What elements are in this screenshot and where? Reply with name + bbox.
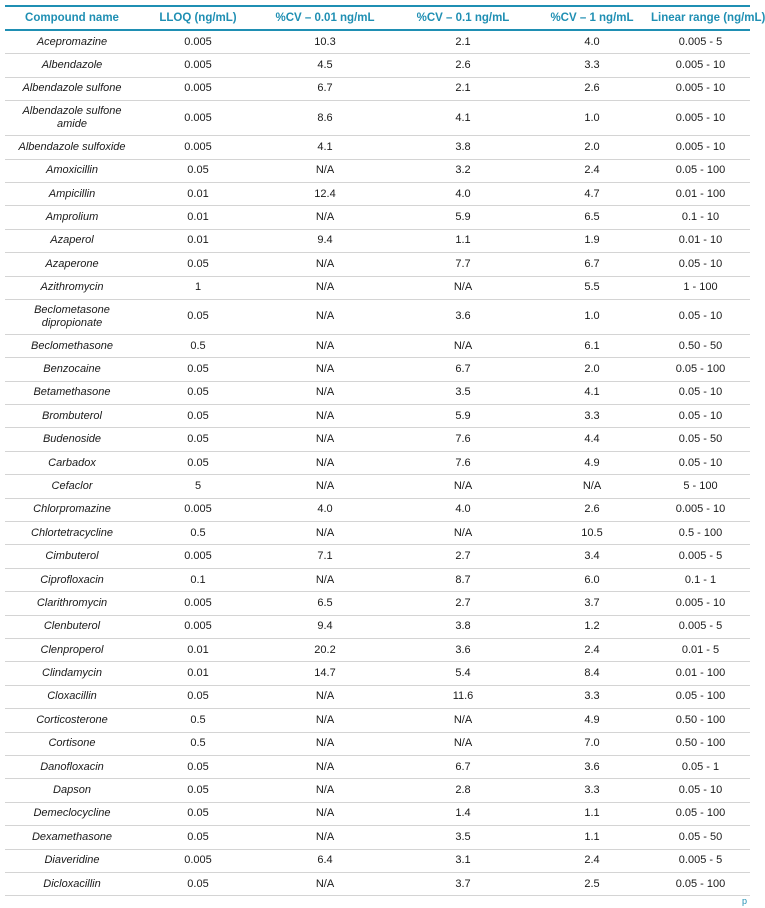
cell-cv-1: N/A [533, 475, 651, 498]
compound-table [5, 5, 765, 896]
cell-compound-name: Cloxacillin [5, 685, 139, 708]
cell-cv-01: 3.8 [393, 136, 533, 159]
cell-cv-01: 6.7 [393, 358, 533, 381]
cell-linear-range: 0.005 - 10 [651, 592, 750, 615]
cell-cv-01: 3.8 [393, 615, 533, 638]
cell-cv-01: 2.6 [393, 54, 533, 77]
cell-lloq: 0.05 [139, 802, 257, 825]
cell-cv-1: 7.0 [533, 732, 651, 755]
cell-cv-1: 1.1 [533, 826, 651, 849]
cell-compound-name: Dicloxacillin [5, 872, 139, 895]
cell-cv-1: 2.5 [533, 872, 651, 895]
cell-linear-range: 0.50 - 100 [651, 732, 750, 755]
cell-compound-name: Azithromycin [5, 276, 139, 299]
cell-cv-01: 3.5 [393, 826, 533, 849]
table-row [5, 159, 750, 182]
cell-cv-01: 5.9 [393, 206, 533, 229]
cell-cv-1: 2.0 [533, 358, 651, 381]
cell-cv-1: 4.9 [533, 451, 651, 474]
cell-compound-name: Albendazole sulfone [5, 77, 139, 100]
cell-cv-01: N/A [393, 276, 533, 299]
cell-linear-range: 0.05 - 10 [651, 299, 750, 334]
cell-compound-name: Chlorpromazine [5, 498, 139, 521]
cell-compound-name: Budenoside [5, 428, 139, 451]
cell-lloq: 0.05 [139, 755, 257, 778]
cell-compound-name: Albendazole sulfone amide [5, 101, 139, 136]
cell-lloq: 0.05 [139, 405, 257, 428]
cell-compound-name: Corticosterone [5, 709, 139, 732]
cell-cv-1: 6.1 [533, 334, 651, 357]
cell-lloq: 0.01 [139, 662, 257, 685]
cell-lloq: 0.005 [139, 849, 257, 872]
cell-cv-1: 6.0 [533, 568, 651, 591]
cell-linear-range: 0.01 - 5 [651, 638, 750, 661]
cell-cv-1: 1.1 [533, 802, 651, 825]
cell-linear-range: 0.005 - 10 [651, 54, 750, 77]
table-row [5, 358, 750, 381]
cell-cv-01: N/A [393, 334, 533, 357]
cell-cv-01: 4.0 [393, 498, 533, 521]
cell-compound-name: Clarithromycin [5, 592, 139, 615]
cell-cv-01: 3.7 [393, 872, 533, 895]
cell-cv-001: 4.0 [257, 498, 393, 521]
cell-cv-001: 4.5 [257, 54, 393, 77]
cell-linear-range: 0.005 - 5 [651, 615, 750, 638]
cell-cv-1: 2.0 [533, 136, 651, 159]
cell-cv-001: N/A [257, 522, 393, 545]
cell-cv-001: 6.5 [257, 592, 393, 615]
cell-cv-01: 3.6 [393, 638, 533, 661]
cell-cv-1: 1.9 [533, 229, 651, 252]
cell-cv-01: 5.9 [393, 405, 533, 428]
cell-cv-01: N/A [393, 709, 533, 732]
cell-cv-1: 5.5 [533, 276, 651, 299]
cell-compound-name: Amoxicillin [5, 159, 139, 182]
cell-compound-name: Cimbuterol [5, 545, 139, 568]
cell-compound-name: Chlortetracycline [5, 522, 139, 545]
cell-cv-001: N/A [257, 405, 393, 428]
cell-cv-01: 2.7 [393, 592, 533, 615]
cell-cv-001: 9.4 [257, 615, 393, 638]
cell-linear-range: 0.01 - 10 [651, 229, 750, 252]
cell-cv-01: 4.1 [393, 101, 533, 136]
cell-compound-name: Diaveridine [5, 849, 139, 872]
table-row [5, 451, 750, 474]
cell-linear-range: 0.50 - 100 [651, 709, 750, 732]
cell-compound-name: Betamethasone [5, 381, 139, 404]
cell-cv-001: N/A [257, 381, 393, 404]
cell-lloq: 0.05 [139, 826, 257, 849]
cell-linear-range: 0.05 - 10 [651, 451, 750, 474]
cell-cv-001: N/A [257, 253, 393, 276]
cell-cv-01: 3.5 [393, 381, 533, 404]
cell-cv-001: N/A [257, 428, 393, 451]
cell-compound-name: Albendazole [5, 54, 139, 77]
cell-cv-1: 3.7 [533, 592, 651, 615]
cell-cv-1: 2.6 [533, 498, 651, 521]
cell-cv-1: 6.5 [533, 206, 651, 229]
cell-cv-001: 6.7 [257, 77, 393, 100]
cell-lloq: 0.05 [139, 253, 257, 276]
cell-compound-name: Carbadox [5, 451, 139, 474]
cell-cv-01: 7.7 [393, 253, 533, 276]
cell-cv-001: N/A [257, 872, 393, 895]
table-row [5, 206, 750, 229]
table-row [5, 732, 750, 755]
table-row [5, 638, 750, 661]
cell-cv-001: 6.4 [257, 849, 393, 872]
cell-linear-range: 0.005 - 10 [651, 101, 750, 136]
table-row [5, 475, 750, 498]
header-linear-range: Linear range (ng/mL) [651, 12, 765, 24]
cell-cv-01: 2.1 [393, 30, 533, 54]
table-row [5, 77, 750, 100]
cell-linear-range: 0.005 - 5 [651, 30, 750, 54]
cell-cv-001: N/A [257, 685, 393, 708]
cell-linear-range: 0.005 - 10 [651, 136, 750, 159]
table-row [5, 522, 750, 545]
cell-lloq: 0.05 [139, 451, 257, 474]
table-row [5, 662, 750, 685]
cell-lloq: 0.005 [139, 30, 257, 54]
cell-compound-name: Cefaclor [5, 475, 139, 498]
cell-cv-001: N/A [257, 779, 393, 802]
cell-linear-range: 0.05 - 1 [651, 755, 750, 778]
cell-cv-001: N/A [257, 755, 393, 778]
cell-cv-01: 2.1 [393, 77, 533, 100]
cell-cv-01: 4.0 [393, 182, 533, 205]
cell-cv-001: 8.6 [257, 101, 393, 136]
cell-compound-name: Clenbuterol [5, 615, 139, 638]
cell-cv-01: 3.2 [393, 159, 533, 182]
cell-cv-001: N/A [257, 802, 393, 825]
cell-cv-1: 8.4 [533, 662, 651, 685]
cell-lloq: 0.05 [139, 779, 257, 802]
cell-compound-name: Clenproperol [5, 638, 139, 661]
cell-cv-01: 3.1 [393, 849, 533, 872]
cell-compound-name: Dapson [5, 779, 139, 802]
cell-compound-name: Benzocaine [5, 358, 139, 381]
cell-lloq: 0.5 [139, 522, 257, 545]
cell-compound-name: Acepromazine [5, 30, 139, 54]
table-row [5, 872, 750, 895]
table-row [5, 428, 750, 451]
table-body [5, 30, 750, 896]
cell-cv-01: 7.6 [393, 451, 533, 474]
cell-cv-001: N/A [257, 709, 393, 732]
cell-cv-01: N/A [393, 732, 533, 755]
cell-linear-range: 0.5 - 100 [651, 522, 750, 545]
cell-cv-001: N/A [257, 475, 393, 498]
table-row [5, 802, 750, 825]
cell-lloq: 5 [139, 475, 257, 498]
cell-cv-01: N/A [393, 522, 533, 545]
cell-lloq: 0.05 [139, 685, 257, 708]
cell-lloq: 0.005 [139, 54, 257, 77]
cell-cv-001: N/A [257, 826, 393, 849]
cell-cv-001: N/A [257, 568, 393, 591]
cell-cv-1: 4.9 [533, 709, 651, 732]
cell-lloq: 0.005 [139, 498, 257, 521]
cell-cv-01: 1.4 [393, 802, 533, 825]
cell-compound-name: Cortisone [5, 732, 139, 755]
cell-compound-name: Albendazole sulfoxide [5, 136, 139, 159]
cell-cv-001: N/A [257, 334, 393, 357]
cell-cv-1: 1.0 [533, 101, 651, 136]
cell-cv-001: 7.1 [257, 545, 393, 568]
cell-compound-name: Beclomethasone [5, 334, 139, 357]
cell-cv-001: N/A [257, 358, 393, 381]
cell-lloq: 0.005 [139, 615, 257, 638]
table-row [5, 755, 750, 778]
cell-cv-01: 2.7 [393, 545, 533, 568]
cell-linear-range: 0.05 - 50 [651, 428, 750, 451]
cell-lloq: 0.05 [139, 381, 257, 404]
table-row [5, 30, 750, 54]
cell-lloq: 0.05 [139, 872, 257, 895]
cell-cv-1: 4.0 [533, 30, 651, 54]
table-row [5, 779, 750, 802]
cell-lloq: 0.01 [139, 182, 257, 205]
cell-linear-range: 0.50 - 50 [651, 334, 750, 357]
cell-compound-name: Clindamycin [5, 662, 139, 685]
cell-lloq: 0.005 [139, 101, 257, 136]
cell-lloq: 0.005 [139, 77, 257, 100]
cell-cv-01: 1.1 [393, 229, 533, 252]
table-row [5, 101, 750, 136]
cell-linear-range: 0.05 - 50 [651, 826, 750, 849]
cell-cv-001: 20.2 [257, 638, 393, 661]
header-lloq: LLOQ (ng/mL) [159, 12, 237, 24]
cell-cv-01: 3.6 [393, 299, 533, 334]
cell-linear-range: 0.05 - 100 [651, 159, 750, 182]
cell-cv-01: 5.4 [393, 662, 533, 685]
cell-cv-001: 14.7 [257, 662, 393, 685]
cell-cv-1: 2.4 [533, 638, 651, 661]
cell-compound-name: Beclometasone dipropionate [5, 299, 139, 334]
cell-lloq: 1 [139, 276, 257, 299]
table-row [5, 381, 750, 404]
table-row [5, 229, 750, 252]
table-header-row [5, 6, 750, 30]
cell-linear-range: 0.05 - 100 [651, 358, 750, 381]
cell-lloq: 0.01 [139, 206, 257, 229]
cell-compound-name: Danofloxacin [5, 755, 139, 778]
cell-cv-1: 2.6 [533, 77, 651, 100]
header-cv-001: %CV – 0.01 ng/mL [275, 12, 375, 24]
cell-cv-001: 9.4 [257, 229, 393, 252]
cell-linear-range: 0.005 - 5 [651, 545, 750, 568]
cell-cv-1: 4.1 [533, 381, 651, 404]
cell-cv-01: 7.6 [393, 428, 533, 451]
cell-cv-1: 2.4 [533, 159, 651, 182]
cell-compound-name: Azaperol [5, 229, 139, 252]
cell-lloq: 0.5 [139, 709, 257, 732]
table-row [5, 685, 750, 708]
page-footer-mark: p [741, 896, 747, 906]
cell-cv-1: 3.3 [533, 779, 651, 802]
cell-linear-range: 0.05 - 10 [651, 381, 750, 404]
cell-cv-1: 4.7 [533, 182, 651, 205]
cell-cv-01: 8.7 [393, 568, 533, 591]
cell-cv-1: 1.0 [533, 299, 651, 334]
header-cv-01: %CV – 0.1 ng/mL [416, 12, 510, 24]
table-row [5, 568, 750, 591]
cell-cv-1: 10.5 [533, 522, 651, 545]
cell-linear-range: 1 - 100 [651, 276, 750, 299]
cell-cv-1: 3.3 [533, 54, 651, 77]
cell-compound-name: Ampicillin [5, 182, 139, 205]
cell-linear-range: 0.1 - 1 [651, 568, 750, 591]
cell-lloq: 0.005 [139, 136, 257, 159]
cell-cv-1: 6.7 [533, 253, 651, 276]
cell-cv-001: 10.3 [257, 30, 393, 54]
cell-cv-01: N/A [393, 475, 533, 498]
cell-compound-name: Brombuterol [5, 405, 139, 428]
cell-lloq: 0.05 [139, 299, 257, 334]
table-row [5, 299, 750, 334]
compound-table-container [5, 5, 765, 896]
cell-cv-1: 3.6 [533, 755, 651, 778]
table-row [5, 182, 750, 205]
cell-linear-range: 0.05 - 100 [651, 872, 750, 895]
cell-cv-1: 2.4 [533, 849, 651, 872]
cell-linear-range: 0.05 - 10 [651, 405, 750, 428]
cell-compound-name: Ciprofloxacin [5, 568, 139, 591]
table-row [5, 253, 750, 276]
header-compound-name: Compound name [25, 12, 119, 24]
table-row [5, 849, 750, 872]
cell-linear-range: 0.1 - 10 [651, 206, 750, 229]
cell-cv-1: 3.4 [533, 545, 651, 568]
cell-lloq: 0.005 [139, 592, 257, 615]
cell-cv-1: 1.2 [533, 615, 651, 638]
cell-compound-name: Demeclocycline [5, 802, 139, 825]
cell-linear-range: 0.05 - 10 [651, 253, 750, 276]
cell-linear-range: 0.01 - 100 [651, 662, 750, 685]
cell-cv-001: N/A [257, 276, 393, 299]
cell-cv-01: 6.7 [393, 755, 533, 778]
cell-cv-01: 2.8 [393, 779, 533, 802]
cell-lloq: 0.1 [139, 568, 257, 591]
cell-compound-name: Amprolium [5, 206, 139, 229]
table-row [5, 545, 750, 568]
cell-linear-range: 0.005 - 5 [651, 849, 750, 872]
table-row [5, 615, 750, 638]
table-row [5, 592, 750, 615]
cell-lloq: 0.01 [139, 638, 257, 661]
cell-cv-1: 4.4 [533, 428, 651, 451]
cell-cv-001: N/A [257, 299, 393, 334]
header-cv-1: %CV – 1 ng/mL [550, 12, 634, 24]
table-row [5, 405, 750, 428]
table-row [5, 276, 750, 299]
cell-lloq: 0.5 [139, 334, 257, 357]
cell-cv-01: 11.6 [393, 685, 533, 708]
cell-lloq: 0.005 [139, 545, 257, 568]
cell-linear-range: 0.01 - 100 [651, 182, 750, 205]
cell-linear-range: 0.05 - 10 [651, 779, 750, 802]
table-row [5, 709, 750, 732]
cell-linear-range: 5 - 100 [651, 475, 750, 498]
table-row [5, 136, 750, 159]
cell-linear-range: 0.005 - 10 [651, 498, 750, 521]
cell-cv-001: N/A [257, 732, 393, 755]
cell-lloq: 0.05 [139, 159, 257, 182]
cell-lloq: 0.05 [139, 358, 257, 381]
cell-lloq: 0.01 [139, 229, 257, 252]
cell-cv-1: 3.3 [533, 405, 651, 428]
table-row [5, 826, 750, 849]
cell-lloq: 0.05 [139, 428, 257, 451]
cell-cv-001: N/A [257, 206, 393, 229]
cell-cv-001: N/A [257, 451, 393, 474]
cell-linear-range: 0.005 - 10 [651, 77, 750, 100]
table-row [5, 334, 750, 357]
cell-cv-1: 3.3 [533, 685, 651, 708]
cell-cv-001: 12.4 [257, 182, 393, 205]
table-row [5, 54, 750, 77]
cell-cv-001: 4.1 [257, 136, 393, 159]
cell-cv-001: N/A [257, 159, 393, 182]
cell-compound-name: Dexamethasone [5, 826, 139, 849]
cell-linear-range: 0.05 - 100 [651, 685, 750, 708]
cell-lloq: 0.5 [139, 732, 257, 755]
table-row [5, 498, 750, 521]
cell-linear-range: 0.05 - 100 [651, 802, 750, 825]
cell-compound-name: Azaperone [5, 253, 139, 276]
